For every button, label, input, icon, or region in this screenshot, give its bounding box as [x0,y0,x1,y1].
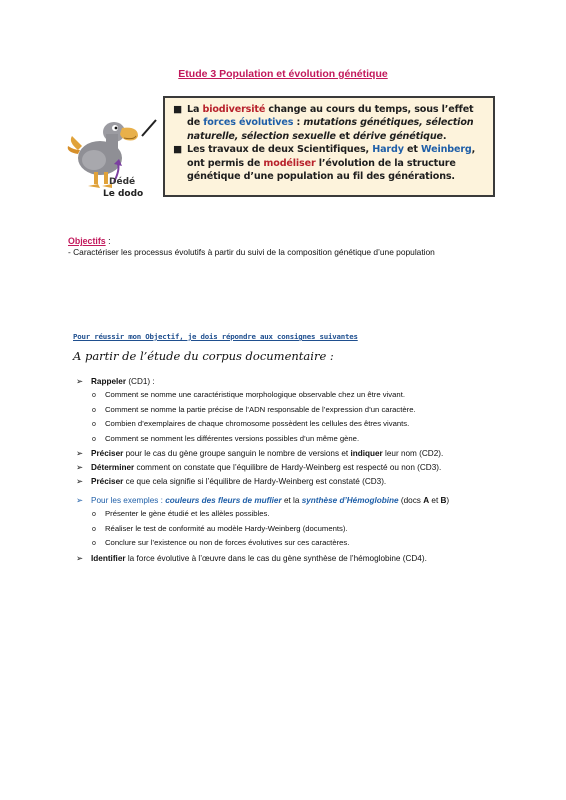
text: (CD1) : [126,377,155,386]
sub-list-item [76,405,516,420]
sub-list-item [76,419,516,434]
objectifs-label: Objectifs [68,236,106,246]
arrow-bullet-icon: ➢ [76,552,84,563]
text: Réaliser le test de conformité au modèle Hardy-Weinberg (documents). [105,523,348,533]
circle-bullet-icon: o [92,392,96,399]
text: Pour les exemples : [91,496,166,505]
arrow-bullet-icon: ➢ [76,462,84,472]
sub-list-item [76,509,516,524]
text: leur nom (CD2). [382,449,444,458]
text: la force évolutive à l’œuvre dans le cas du gène synthèse de l’hémoglobine (CD4). [125,553,427,563]
text: indiquer [350,449,383,458]
sub-list-item [76,538,516,553]
sub-list-item [76,524,516,539]
text: et [335,130,354,142]
text: synthèse d’Hémoglobine [301,496,399,505]
text: pour le cas du gène groupe sanguin le nombre de versions et [123,449,351,458]
text: Comment se nomment les différentes versions possibles d’un même gène. [105,433,360,443]
circle-bullet-icon: o [92,525,96,533]
text: ce que cela signifie si l’équilibre de Hardy-Weinberg est constaté (CD3). [123,477,387,486]
text: Préciser [91,477,124,486]
list-item [76,448,516,462]
list-item [76,553,516,567]
objectifs-text: - Caractériser les processus évolutifs à partir du suivi de la composition génétique d’une population [68,247,435,257]
dodo-caption [103,176,143,200]
list-item [76,476,516,490]
text: Identifier [91,553,126,563]
arrow-bullet-icon: ➢ [76,448,84,458]
text: : [105,236,111,246]
keyword-weinberg: Weinberg [421,144,472,156]
keyword-biodiversite: biodiversité [202,104,266,115]
instructions-list [76,376,516,567]
guide-subtitle: Pour réussir mon Objectif, je dois répondre aux consignes suivantes [73,332,358,341]
text: Comment se nomme une caractéristique morphologique observable chez un être vivant. [105,390,405,399]
objectifs-heading [68,236,111,246]
text: Les travaux de deux Scientifiques, [187,144,373,156]
intro-bullet-1 [173,103,485,143]
text: couleurs des fleurs de muflier [165,496,282,505]
circle-bullet-icon: o [92,435,96,443]
arrow-bullet-icon: ➢ [76,476,84,486]
text: ) [446,496,450,505]
text: et [429,496,441,505]
sub-list-item [76,434,516,449]
text: Préciser [91,449,124,458]
circle-bullet-icon: o [92,421,96,428]
list-item [76,376,516,390]
text: (docs [398,496,424,505]
text: Rappeler [91,377,127,386]
text: l’évolution de la structure génétique d’une population au fil des générations. [187,157,456,183]
text: Comment se nomme la partie précise de l’ADN responsable de l’expression d’un caractère. [105,404,416,414]
arrow-bullet-icon: ➢ [76,376,84,386]
bullet-square-icon: ■ [173,104,182,115]
keyword-derive: dérive génétique [353,130,443,142]
keyword-mutations: mutations génétiques, sélection naturelle, sélection sexuelle [187,117,474,142]
sub-list-item [76,390,516,405]
text: et [403,144,421,156]
text: comment on constate que l’équilibre de Hardy-Weinberg est respecté ou non (CD3). [134,463,442,472]
text: , ont permis de [187,144,476,169]
text: Présenter le gène étudié et les allèles possibles. [105,509,270,518]
text: . [442,130,447,142]
guide-heading: A partir de l’étude du corpus documentaire : [73,349,334,363]
circle-bullet-icon: o [92,540,96,547]
text: change au cours du temps, sous l’effet de [187,104,474,129]
list-item [76,495,516,509]
guide-section [73,332,513,363]
text: La [187,104,203,115]
intro-bullet-2 [173,143,485,183]
text: Combien d’exemplaires de chaque chromosome possèdent les cellules des êtres vivants. [105,419,410,428]
keyword-modeliser: modéliser [263,157,316,169]
list-item [76,462,516,476]
text: Conclure sur l’existence ou non de forces évolutives sur ces caractères. [105,538,350,547]
circle-bullet-icon: o [92,511,96,518]
keyword-forces-evolutives: forces évolutives [203,117,294,129]
text: et la [281,496,302,505]
text: Déterminer [91,463,135,472]
text: A [423,496,430,505]
bullet-square-icon: ■ [173,144,182,156]
dodo-name-2: Le dodo [103,189,144,199]
arrow-bullet-icon: ➢ [76,495,84,505]
keyword-hardy: Hardy [372,144,404,156]
text: : [293,117,304,129]
circle-bullet-icon: o [92,406,96,414]
dodo-name-1: Dédé [109,177,136,187]
text: B [440,496,447,505]
intro-box [163,96,495,197]
page-title: Etude 3 Population et évolution génétique [178,68,388,80]
